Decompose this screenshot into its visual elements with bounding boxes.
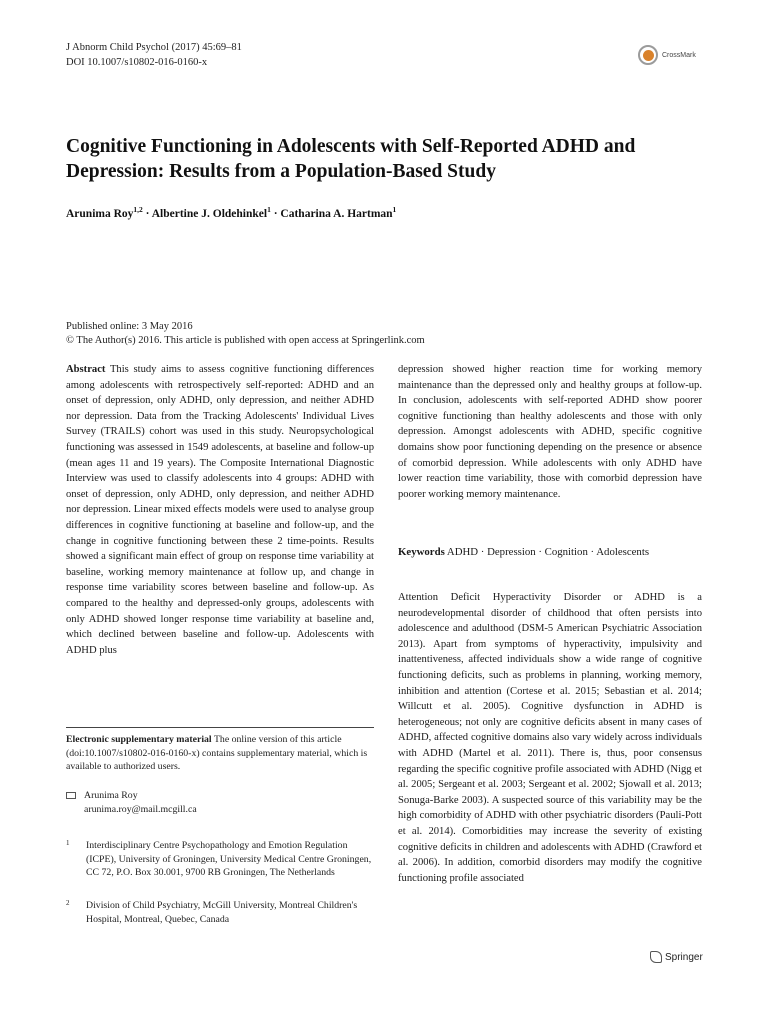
corresponding-author: [66, 789, 197, 816]
affiliation-text: Interdisciplinary Centre Psychopathology and Emotion Regulation (ICPE), University of Groningen, University Medical Centre Groningen, CC 72, P.O. Box 30.001, 9700 RB Groningen, The Netherlands: [86, 840, 372, 878]
journal-citation: J Abnorm Child Psychol (2017) 45:69–81: [66, 42, 242, 53]
contact-email[interactable]: arunima.roy@mail.mcgill.ca: [84, 803, 197, 815]
keywords-label: Keywords: [398, 546, 445, 558]
author-name[interactable]: Catharina A. Hartman: [280, 207, 393, 220]
envelope-icon: [66, 792, 76, 799]
publication-info: [66, 320, 425, 348]
abstract-continued-text: depression showed higher reaction time for working memory maintenance than the depressed only and healthy groups at follow-up. In conclusion, adolescents with self-reported ADHD show poorer cognitive functioning than healthy adolescents and those with only depression. Amongst adolescents with ADHD, specific cognitive domains show poor functioning depending on the presence or absence of comorbid depression. While adolescents with only ADHD have lower reaction time variability, those with comorbid depression have poorer working memory maintenance.: [398, 364, 702, 500]
crossmark-icon: [638, 45, 658, 65]
supplementary-note: [66, 733, 374, 774]
contact-name: Arunima Roy: [84, 790, 138, 801]
abstract-text: This study aims to assess cognitive functioning differences among adolescents with retrospectively self-reported: ADHD and an onset of depression, only ADHD, only depression, and neither ADHD nor depression. Data from the Tracking Adolescents' Individual Lives Survey (TRAILS) cohort was used in this study. Neuropsychological functioning was assessed in 1549 adolescents, at baseline and follow-up (mean ages 11 and 19 years). The Composite International Diagnostic Interview was used to classify adolescents into 4 groups: ADHD with onset of depression, only ADHD, only depression, and neither ADHD nor depression. Linear mixed effects models were used to analyse group differences in cognitive functioning at baseline and follow-up, and the change in cognitive functioning between these 2 time-points. Results showed a significant main effect of group on response time variability at baseline, working memory maintenance at follow up, and change in response time variability scores between baseline and follow-up. As compared to the healthy and depressed-only groups, adolescents with only ADHD showed longer response time variability at baseline and, which declined between baseline and follow-up. Adolescents with ADHD plus: [66, 364, 374, 656]
copyright-notice: © The Author(s) 2016. This article is published with open access at Springerlink.com: [66, 335, 425, 346]
keywords-list: ADHD · Depression · Cognition · Adolescents: [446, 546, 650, 558]
affiliation-1: [66, 839, 374, 880]
introduction: [398, 590, 702, 886]
author-separator: ·: [145, 207, 150, 220]
supplementary-label: Electronic supplementary material: [66, 734, 212, 745]
author-name[interactable]: Albertine J. Oldehinkel: [151, 207, 268, 220]
affiliation-text: Division of Child Psychiatry, McGill University, Montreal Children's Hospital, Montreal, Quebec, Canada: [86, 900, 358, 925]
affiliation-number: 2: [66, 899, 70, 907]
affiliation-number: 1: [66, 839, 70, 847]
springer-horse-icon: [650, 951, 662, 963]
abstract-label: Abstract: [66, 364, 106, 375]
footnote-divider: [66, 727, 374, 728]
publisher-logo: [650, 951, 703, 963]
crossmark-label: CrossMark: [662, 51, 696, 59]
abstract: [66, 362, 374, 658]
keywords: [398, 546, 702, 558]
author-separator: ·: [273, 207, 278, 220]
intro-paragraph: Attention Deficit Hyperactivity Disorder or ADHD is a neurodevelopmental disorder of childhood that often persists into adolescence and adulthood (DSM-5 American Psychiatric Association 2013). Apart from symptoms of hyperactivity, impulsivity and inattentiveness, affected individuals show a wide range of cognitive functioning deficits, such as problems in planning, working memory, inhibition and attention (Cortese et al. 2015; Sebastian et al. 2014; Willcutt et al. 2005). Cognitive dysfunction in ADHD is heterogeneous; not only are cognitive deficits absent in many cases of ADHD, affected cognitive domains also vary widely across individuals with ADHD (Martel et al. 2011). There is, thus, poor consensus regarding the specific cognitive profile associated with ADHD (Nigg et al. 2005; Sergeant et al. 2003; Sergeant et al. 2002; Sjowall et al. 2013; Sonuga-Barke 2003). A suspected source of this variability may be the high comorbidity of ADHD with other psychiatric disorders (Pauli-Pott et al. 2014). Comorbidities may increase the severity of existing cognitive deficits in children and adolescents with ADHD (Crawford et al. 2006). In addition, comorbid disorders may modify the cognitive functioning profile associated: [398, 592, 702, 884]
abstract-continued: [398, 362, 702, 502]
author-affiliation-ref: 1: [267, 205, 271, 214]
published-date: Published online: 3 May 2016: [66, 321, 193, 332]
author-list: [66, 205, 396, 220]
author-name[interactable]: Arunima Roy: [66, 207, 134, 220]
paper-title: Cognitive Functioning in Adolescents with Self-Reported ADHD and Depression: Results from a Population-Based Study: [66, 136, 636, 182]
doi-line: DOI 10.1007/s10802-016-0160-x: [66, 57, 208, 68]
author-affiliation-ref: 1: [392, 205, 397, 214]
supplementary-text: The online version of this article (doi:10.1007/s10802-016-0160-x) contains supplementary material, which is available to authorized users.: [66, 734, 368, 772]
affiliation-2: [66, 899, 374, 926]
author-affiliation-ref: 1,2: [133, 205, 143, 214]
publisher-name: Springer: [665, 951, 703, 963]
crossmark-badge[interactable]: [638, 42, 728, 68]
